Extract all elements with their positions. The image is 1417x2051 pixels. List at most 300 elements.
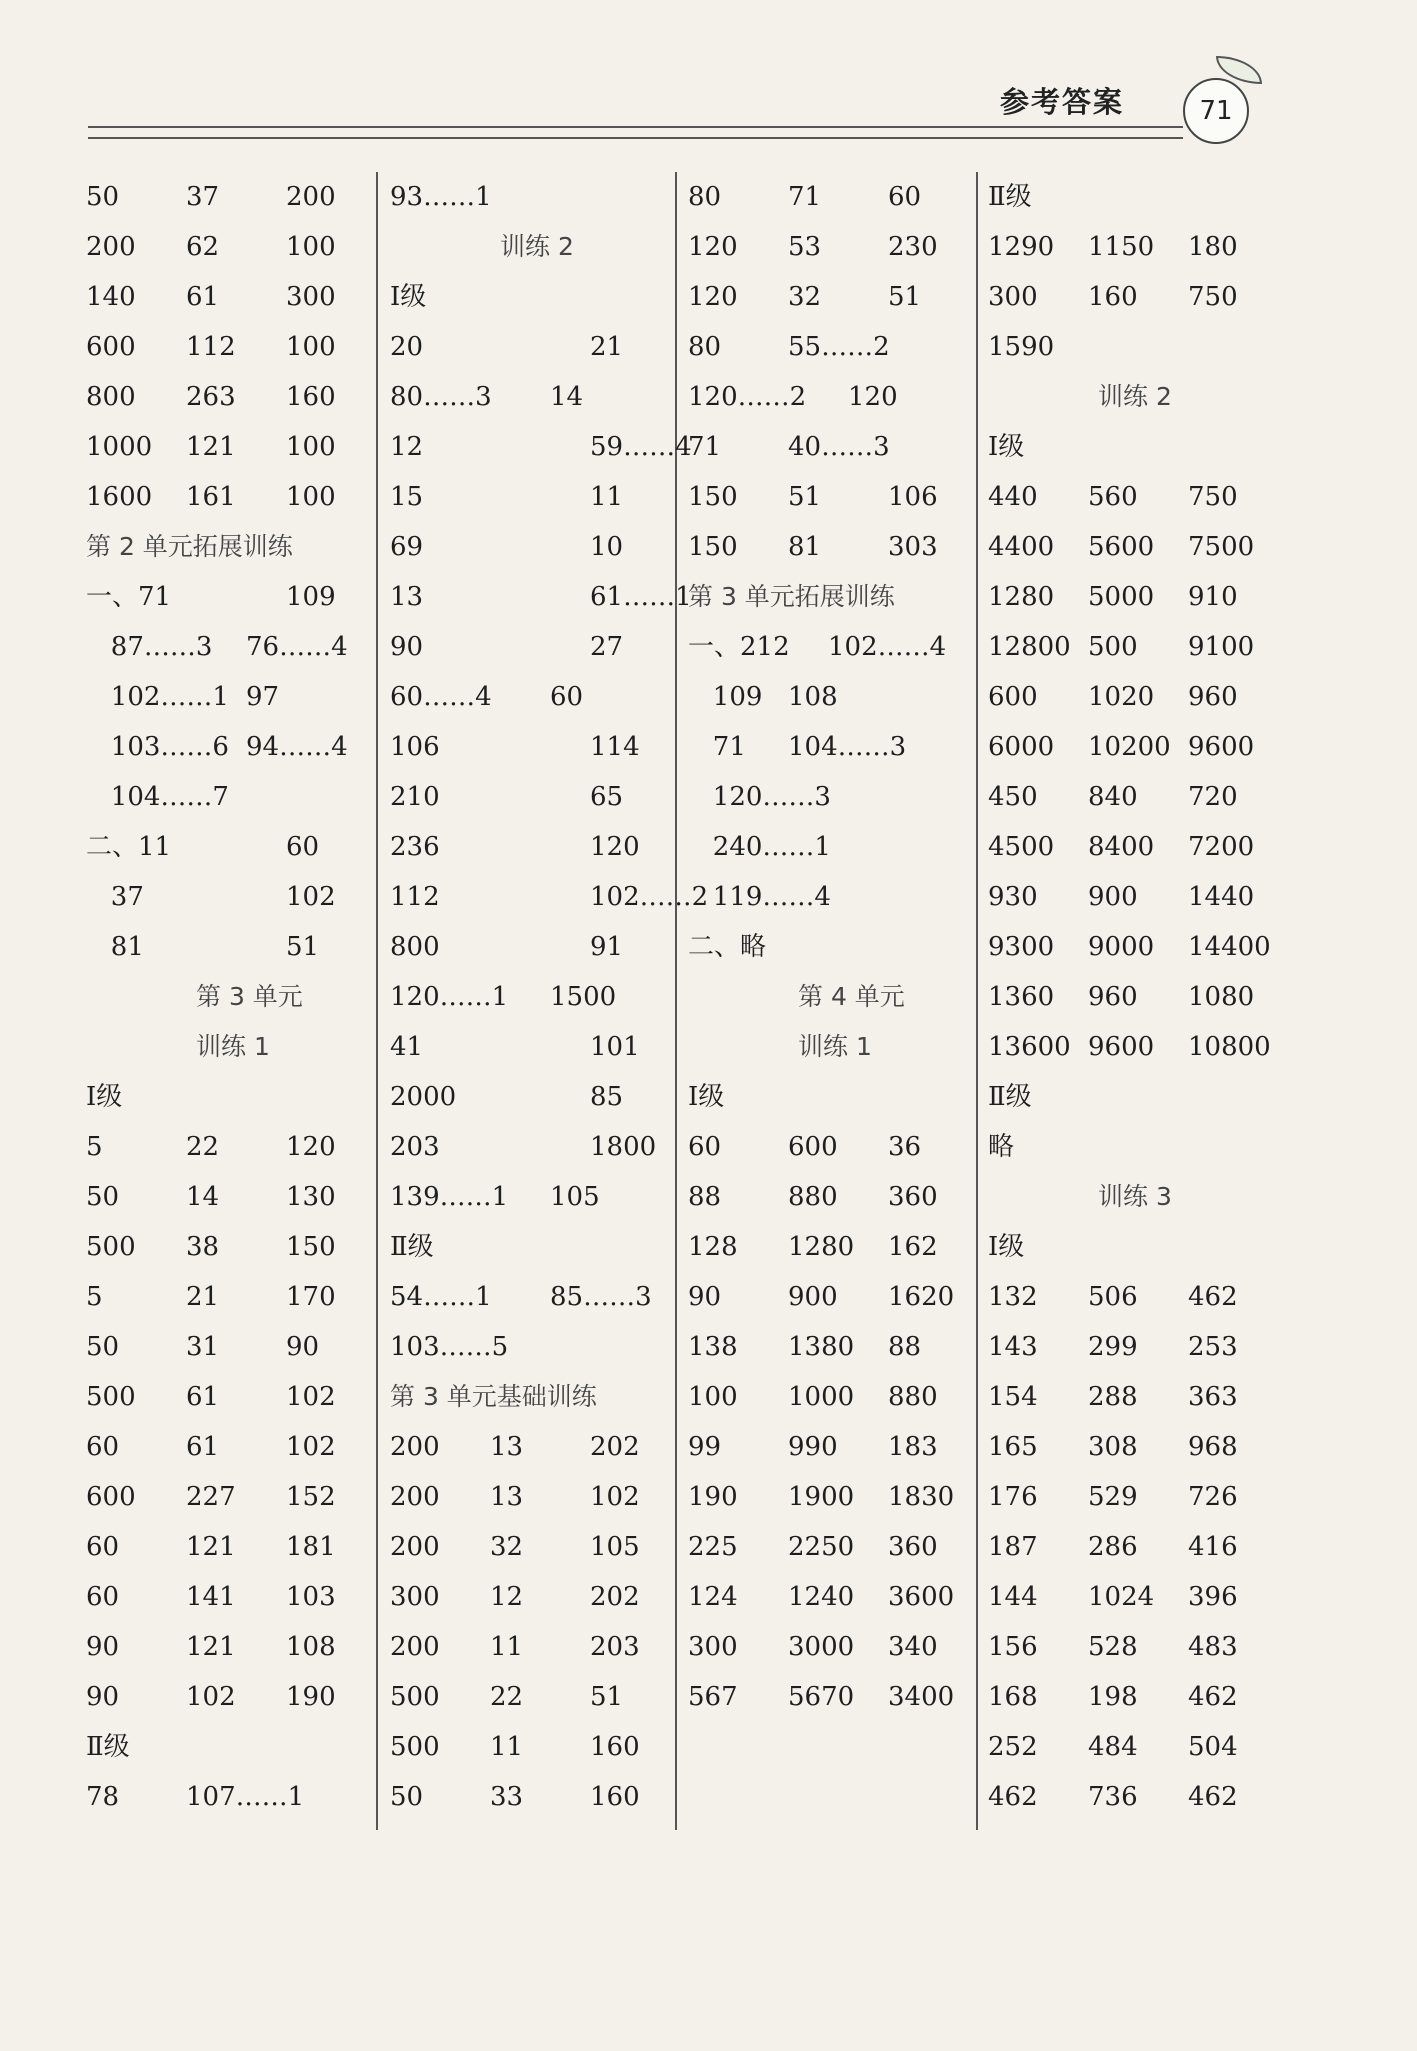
answer-value: 900: [1088, 882, 1138, 912]
section-heading: 训练 2: [1098, 382, 1172, 411]
answer-row: [86, 1127, 376, 1177]
answer-value: 176: [988, 1482, 1038, 1512]
answer-value: 160: [1088, 282, 1138, 312]
answer-value: 600: [788, 1132, 838, 1162]
answer-value: 二、11: [86, 832, 172, 862]
answer-value: 106: [888, 482, 938, 512]
answer-value: 160: [590, 1732, 640, 1762]
answer-row: [86, 627, 376, 677]
answer-row: [688, 827, 978, 877]
answer-value: 440: [988, 482, 1038, 512]
answer-value: 65: [590, 782, 624, 812]
answer-value: 100: [286, 432, 336, 462]
answer-value: 600: [988, 682, 1038, 712]
answer-row: [390, 1627, 680, 1677]
answer-value: 7200: [1188, 832, 1255, 862]
answer-value: 200: [390, 1632, 440, 1662]
answer-value: 7500: [1188, 532, 1255, 562]
answer-row: [688, 477, 978, 527]
answer-row: [86, 1277, 376, 1327]
answer-value: 107……1: [186, 1782, 305, 1812]
answer-row: [86, 877, 376, 927]
answer-value: 203: [590, 1632, 640, 1662]
answer-value: 9100: [1188, 632, 1255, 662]
answer-value: 13: [490, 1432, 524, 1462]
answer-value: 100: [286, 332, 336, 362]
answer-value: 1280: [988, 582, 1055, 612]
answer-value: 90: [86, 1682, 120, 1712]
answer-row: [688, 677, 978, 727]
answer-value: 360: [888, 1182, 938, 1212]
answer-value: 60: [550, 682, 584, 712]
answer-value: 3000: [788, 1632, 855, 1662]
answer-value: 81: [788, 532, 822, 562]
answer-value: 11: [490, 1632, 524, 1662]
answer-value: 27: [590, 632, 624, 662]
answer-value: 286: [1088, 1532, 1138, 1562]
answer-row: [390, 827, 680, 877]
answer-row: [688, 1677, 978, 1727]
answer-value: 10: [590, 532, 624, 562]
answer-value: 100: [286, 482, 336, 512]
answer-row: [390, 727, 680, 777]
answer-value: 462: [1188, 1782, 1238, 1812]
answer-value: 236: [390, 832, 440, 862]
answer-value: 504: [1188, 1732, 1238, 1762]
answer-value: 300: [390, 1582, 440, 1612]
answer-value: 90: [286, 1332, 320, 1362]
answer-row: [390, 777, 680, 827]
answer-value: 12: [390, 432, 424, 462]
answer-value: 150: [286, 1232, 336, 1262]
answer-value: 55……2: [788, 332, 890, 362]
answer-value: 121: [186, 432, 236, 462]
answer-value: 80……3: [390, 382, 492, 412]
answer-value: 1600: [86, 482, 153, 512]
answer-value: 12800: [988, 632, 1071, 662]
answer-value: 1000: [788, 1382, 855, 1412]
answer-value: 31: [186, 1332, 220, 1362]
answer-value: 160: [286, 382, 336, 412]
answer-value: 90: [86, 1632, 120, 1662]
answer-value: 168: [988, 1682, 1038, 1712]
answer-value: 2000: [390, 1082, 457, 1112]
answer-value: 227: [186, 1482, 236, 1512]
section-heading: 训练 1: [798, 1032, 872, 1061]
answer-value: 162: [888, 1232, 938, 1262]
answer-value: 103……6: [86, 732, 229, 762]
answer-value: 62: [186, 232, 220, 262]
answer-value: 36: [888, 1132, 922, 1162]
answer-row: [688, 777, 978, 827]
answer-value: 396: [1188, 1582, 1238, 1612]
answer-value: 840: [1088, 782, 1138, 812]
answer-value: 200: [390, 1532, 440, 1562]
answer-row: [390, 1527, 680, 1577]
answer-value: 170: [286, 1282, 336, 1312]
answer-row: [688, 1227, 978, 1277]
answer-value: 1900: [788, 1482, 855, 1512]
answer-value: 120……2: [688, 382, 807, 412]
answer-row: [390, 1127, 680, 1177]
answer-value: 60: [688, 1132, 722, 1162]
answer-value: 108: [286, 1632, 336, 1662]
answer-value: 33: [490, 1782, 524, 1812]
answer-value: 252: [988, 1732, 1038, 1762]
answer-value: 143: [988, 1332, 1038, 1362]
answer-value: 105: [590, 1532, 640, 1562]
answer-value: 5000: [1088, 582, 1155, 612]
answer-row: [688, 227, 978, 277]
answer-value: 69: [390, 532, 424, 562]
answer-row: [86, 1777, 376, 1827]
answer-row: [390, 1277, 680, 1327]
answer-value: 37: [86, 882, 144, 912]
answer-value: 181: [286, 1532, 336, 1562]
answer-value: 109: [286, 582, 336, 612]
answer-row: [390, 377, 680, 427]
answer-value: 5600: [1088, 532, 1155, 562]
answer-row: [86, 927, 376, 977]
answer-value: 102……4: [828, 632, 947, 662]
answer-value: 750: [1188, 482, 1238, 512]
answer-value: 202: [590, 1582, 640, 1612]
answer-value: 102: [590, 1482, 640, 1512]
answer-row: [86, 177, 376, 227]
answer-value: 105: [550, 1182, 600, 1212]
answer-value: 11: [590, 482, 624, 512]
answer-value: 91: [590, 932, 624, 962]
section-heading: 训练 2: [500, 232, 574, 261]
answer-row: [988, 327, 1278, 377]
answer-row: [86, 1177, 376, 1227]
section-heading: 训练 3: [1098, 1182, 1172, 1211]
answer-value: 21: [186, 1282, 220, 1312]
section-heading: 训练 1: [196, 1032, 270, 1061]
answer-value: 20: [390, 332, 424, 362]
answer-value: 736: [1088, 1782, 1138, 1812]
answer-row: [86, 327, 376, 377]
answer-value: 880: [888, 1382, 938, 1412]
answer-value: 102: [286, 882, 336, 912]
answer-row: [390, 327, 680, 377]
answer-value: 160: [590, 1782, 640, 1812]
answer-row: [86, 827, 376, 877]
answer-row: [688, 427, 978, 477]
answer-value: 22: [490, 1682, 524, 1712]
level-label: Ⅰ级: [688, 1082, 725, 1112]
answer-row: [86, 727, 376, 777]
answer-value: 80: [688, 182, 722, 212]
answer-value: 138: [688, 1332, 738, 1362]
answer-row: [390, 877, 709, 927]
answer-value: 61: [186, 1432, 220, 1462]
answer-value: 76……4: [246, 632, 348, 662]
answer-value: 21: [590, 332, 624, 362]
answer-value: 128: [688, 1232, 738, 1262]
answer-value: 462: [1188, 1282, 1238, 1312]
answer-value: 9600: [1188, 732, 1255, 762]
answer-value: 202: [590, 1432, 640, 1462]
section-heading: 第 3 单元基础训练: [390, 1382, 597, 1411]
answer-value: 130: [286, 1182, 336, 1212]
answer-row: [390, 1577, 680, 1627]
answer-row: [86, 1427, 376, 1477]
answer-value: 299: [1088, 1332, 1138, 1362]
answer-value: 109: [688, 682, 763, 712]
answer-row: [988, 277, 1278, 327]
answer-value: 102: [186, 1682, 236, 1712]
answer-value: 800: [390, 932, 440, 962]
answer-value: 1360: [988, 982, 1055, 1012]
answer-value: 5670: [788, 1682, 855, 1712]
answer-value: 80: [688, 332, 722, 362]
answer-row: [688, 627, 978, 677]
answer-value: 50: [86, 182, 120, 212]
answer-value: 141: [186, 1582, 236, 1612]
answer-row: [390, 427, 692, 477]
answer-row: [390, 1177, 680, 1227]
answer-value: 41: [390, 1032, 424, 1062]
answer-row: [390, 927, 680, 977]
answer-value: 1290: [988, 232, 1055, 262]
answer-row: [988, 1127, 1278, 1177]
answer-value: 11: [490, 1732, 524, 1762]
header-title: 参考答案: [1000, 85, 1125, 119]
answer-value: 1000: [86, 432, 153, 462]
answer-value: 288: [1088, 1382, 1138, 1412]
answer-row: [86, 277, 376, 327]
answer-value: 500: [390, 1732, 440, 1762]
answer-value: 103: [286, 1582, 336, 1612]
answer-value: 1380: [788, 1332, 855, 1362]
answer-value: 53: [788, 232, 822, 262]
answer-row: [688, 1577, 978, 1627]
answer-value: 102: [286, 1432, 336, 1462]
answer-row: [86, 427, 376, 477]
answer-value: 9600: [1088, 1032, 1155, 1062]
answer-row: [688, 1177, 978, 1227]
answer-row: [988, 1727, 1278, 1777]
answer-value: 960: [1188, 682, 1238, 712]
answer-value: 529: [1088, 1482, 1138, 1512]
answer-value: 140: [86, 282, 136, 312]
answer-value: 1020: [1088, 682, 1155, 712]
answer-row: [688, 327, 978, 377]
answer-value: 462: [1188, 1682, 1238, 1712]
level-label: Ⅱ级: [390, 1232, 434, 1262]
answer-value: 253: [1188, 1332, 1238, 1362]
answer-row: [988, 727, 1278, 777]
answer-row: [988, 1577, 1278, 1627]
answer-value: 120: [848, 382, 898, 412]
answer-row: [390, 1077, 680, 1127]
answer-row: [988, 1777, 1278, 1827]
answer-row: [86, 1677, 376, 1727]
answer-value: 120……3: [688, 782, 831, 812]
answer-value: 600: [86, 332, 136, 362]
answer-row: [688, 1427, 978, 1477]
answer-value: 6000: [988, 732, 1055, 762]
answer-value: 154: [988, 1382, 1038, 1412]
answer-value: 360: [888, 1532, 938, 1562]
answer-value: 104……3: [788, 732, 907, 762]
answer-value: 60: [888, 182, 922, 212]
answer-value: 102: [286, 1382, 336, 1412]
answer-value: 14400: [1188, 932, 1271, 962]
answer-value: 1280: [788, 1232, 855, 1262]
answer-value: 一、71: [86, 582, 172, 612]
answer-row: [988, 1477, 1278, 1527]
answer-value: 200: [86, 232, 136, 262]
answer-value: 152: [286, 1482, 336, 1512]
answer-row: [988, 477, 1278, 527]
answer-value: 60……4: [390, 682, 492, 712]
answer-value: 303: [888, 532, 938, 562]
answer-value: 40……3: [788, 432, 890, 462]
answer-value: 240……1: [688, 832, 831, 862]
answer-value: 124: [688, 1582, 738, 1612]
answer-value: 106: [390, 732, 440, 762]
answer-value: 一、212: [688, 632, 790, 662]
answer-row: [988, 677, 1278, 727]
answer-row: [390, 627, 680, 677]
answer-value: 10200: [1088, 732, 1171, 762]
answer-row: [390, 977, 680, 1027]
answer-value: 720: [1188, 782, 1238, 812]
answer-value: 726: [1188, 1482, 1238, 1512]
answer-value: 183: [888, 1432, 938, 1462]
answer-row: [688, 177, 978, 227]
answer-value: 14: [186, 1182, 220, 1212]
answer-value: 3600: [888, 1582, 955, 1612]
answer-value: 119……4: [688, 882, 831, 912]
answer-value: 190: [688, 1482, 738, 1512]
answer-row: [390, 1427, 680, 1477]
answer-value: 930: [988, 882, 1038, 912]
answer-row: [688, 1327, 978, 1377]
level-label: Ⅰ级: [390, 282, 427, 312]
answer-value: 500: [86, 1382, 136, 1412]
answer-row: [390, 1477, 680, 1527]
answer-value: 71: [688, 432, 722, 462]
answer-row: [988, 227, 1278, 277]
answer-value: 32: [490, 1532, 524, 1562]
answer-value: 51: [888, 282, 922, 312]
answer-column-4: [988, 177, 1278, 1827]
answer-row: [688, 1127, 978, 1177]
answer-value: 200: [286, 182, 336, 212]
answer-value: 97: [246, 682, 280, 712]
answer-value: 101: [590, 1032, 640, 1062]
answer-row: [86, 1377, 376, 1427]
answer-value: 61: [186, 282, 220, 312]
answer-value: 81: [86, 932, 144, 962]
answer-value: 78: [86, 1782, 120, 1812]
answer-row: [988, 527, 1278, 577]
answer-value: 4500: [988, 832, 1055, 862]
level-label: Ⅰ级: [988, 1232, 1025, 1262]
answer-value: 156: [988, 1632, 1038, 1662]
answer-value: 132: [988, 1282, 1038, 1312]
answer-row: [988, 1327, 1278, 1377]
answer-value: 50: [86, 1182, 120, 1212]
answer-row: [688, 1377, 978, 1427]
answer-value: 120: [688, 232, 738, 262]
answer-value: 103……5: [390, 1332, 509, 1362]
answer-row: [390, 1677, 680, 1727]
answer-value: 560: [1088, 482, 1138, 512]
answer-value: 600: [86, 1482, 136, 1512]
answer-value: 450: [988, 782, 1038, 812]
answer-value: 9300: [988, 932, 1055, 962]
answer-value: 4400: [988, 532, 1055, 562]
answer-value: 910: [1188, 582, 1238, 612]
answer-value: 960: [1088, 982, 1138, 1012]
answer-value: 71: [688, 732, 746, 762]
level-label: Ⅱ级: [86, 1732, 130, 1762]
answer-value: 308: [1088, 1432, 1138, 1462]
answer-value: 210: [390, 782, 440, 812]
answer-value: 108: [788, 682, 838, 712]
answer-value: 60: [86, 1532, 120, 1562]
answer-row: [988, 1277, 1278, 1327]
answer-row: [688, 1477, 978, 1527]
answer-value: 150: [688, 482, 738, 512]
answer-row: [86, 477, 376, 527]
answer-value: 225: [688, 1532, 738, 1562]
answer-row: [86, 227, 376, 277]
answer-value: 230: [888, 232, 938, 262]
answer-value: 340: [888, 1632, 938, 1662]
header-rule: [88, 126, 1183, 139]
answer-value: 500: [86, 1232, 136, 1262]
answer-row: [390, 1727, 680, 1777]
answer-value: 3400: [888, 1682, 955, 1712]
answer-value: 363: [1188, 1382, 1238, 1412]
answer-value: 506: [1088, 1282, 1138, 1312]
answer-value: 161: [186, 482, 236, 512]
answer-value: 112: [390, 882, 440, 912]
answer-value: 750: [1188, 282, 1238, 312]
answer-row: [86, 1477, 376, 1527]
answer-row: [390, 527, 680, 577]
answer-row: [688, 1627, 978, 1677]
answer-value: 22: [186, 1132, 220, 1162]
answer-column-3: [688, 177, 978, 1727]
answer-value: 120……1: [390, 982, 509, 1012]
answer-value: 1080: [1188, 982, 1255, 1012]
answer-row: [86, 1627, 376, 1677]
answer-value: 37: [186, 182, 220, 212]
answer-row: [86, 577, 376, 627]
answer-value: 60: [86, 1432, 120, 1462]
section-heading: 第 3 单元拓展训练: [688, 582, 895, 611]
answer-value: 9000: [1088, 932, 1155, 962]
answer-value: 90: [688, 1282, 722, 1312]
answer-column-1: [86, 177, 376, 1827]
answer-value: 100: [286, 232, 336, 262]
answer-row: [988, 827, 1278, 877]
answer-value: 100: [688, 1382, 738, 1412]
answer-value: 12: [490, 1582, 524, 1612]
answer-row: [688, 877, 978, 927]
answer-value: 61……1: [590, 582, 692, 612]
answer-value: 102……2: [590, 882, 709, 912]
answer-value: 71: [788, 182, 822, 212]
answer-value: 50: [86, 1332, 120, 1362]
answer-value: 二、略: [688, 932, 767, 962]
